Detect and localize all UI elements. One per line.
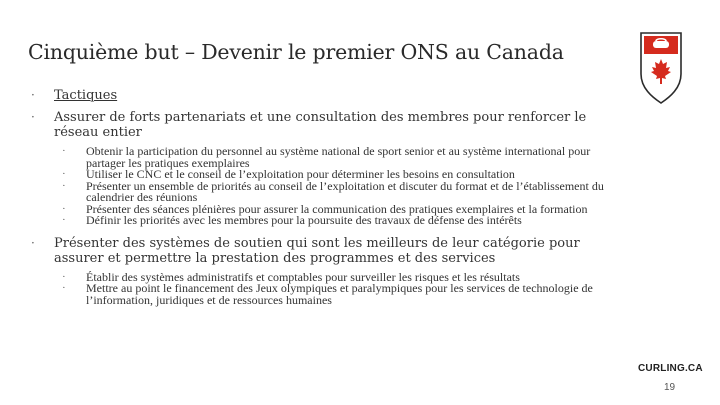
footer-site-label: CURLING.CA bbox=[638, 363, 703, 374]
list-item: · Présenter un ensemble de priorités au conseil de l’exploitation et discuter du format et de l’établissement du calendrier des réunions bbox=[28, 181, 618, 204]
objective-1-items bbox=[28, 146, 618, 227]
list-item: · Établir des systèmes administratifs et comptables pour surveiller les risques et les résultats bbox=[28, 272, 618, 284]
list-item: · Définir les priorités avec les membres pour la poursuite des travaux de défense des intérêts bbox=[28, 215, 618, 227]
list-item: · Utiliser le CNC et le conseil de l’exploitation pour déterminer les besoins en consultation bbox=[28, 169, 618, 181]
curling-canada-shield-icon bbox=[640, 32, 682, 104]
tactics-heading: · Tactiques bbox=[28, 88, 618, 103]
objective-1: · Assurer de forts partenariats et une consultation des membres pour renforcer le réseau entier bbox=[28, 110, 618, 140]
list-item: · Mettre au point le financement des Jeux olympiques et paralympiques pour les services de technologie de l’information, juridiques et de ressources humaines bbox=[28, 283, 618, 306]
slide-title: Cinquième but – Devenir le premier ONS au Canada bbox=[28, 40, 564, 64]
slide-content bbox=[28, 88, 618, 306]
list-item: · Obtenir la participation du personnel au système national de sport senior et au système international pour partager les pratiques exemplaires bbox=[28, 146, 618, 169]
page-number: 19 bbox=[664, 382, 676, 393]
objective-2: · Présenter des systèmes de soutien qui sont les meilleurs de leur catégorie pour assurer et permettre la prestation des programmes et des services bbox=[28, 236, 618, 266]
list-item: · Présenter des séances plénières pour assurer la communication des pratiques exemplaires et la formation bbox=[28, 204, 618, 216]
objective-2-items bbox=[28, 269, 618, 307]
